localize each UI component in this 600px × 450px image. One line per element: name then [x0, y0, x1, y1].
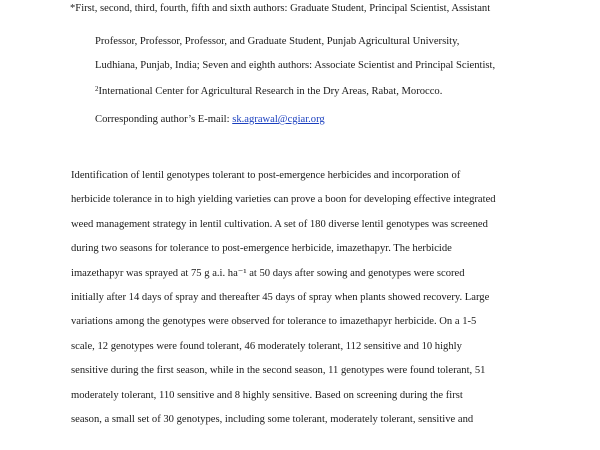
- abstract-line: herbicide tolerance in to high yielding varieties can prove a boon for developing effective integrated: [71, 194, 496, 206]
- footnote-authors-line-3: Ludhiana, Punjab, India; Seven and eighth authors: Associate Scientist and Principal Scientist,: [95, 60, 496, 71]
- abstract-line: initially after 14 days of spray and thereafter 45 days of spray when plants showed recovery. Large: [71, 291, 490, 303]
- corresponding-author-label: Corresponding author’s E-mail:: [95, 114, 233, 125]
- abstract-line: during two seasons for tolerance to post-emergence herbicide, imazethapyr. The herbicide: [71, 243, 452, 255]
- abstract-paragraph: [71, 169, 541, 437]
- footnote-affiliation-line: [95, 85, 442, 98]
- abstract-line: imazethapyr was sprayed at 75 g a.i. ha⁻¹ at 50 days after sowing and genotypes were scored: [71, 267, 465, 279]
- abstract-line: moderately tolerant, 110 sensitive and 8 highly sensitive. Based on screening during the first: [71, 389, 463, 401]
- footnote-authors-line-1: *First, second, third, fourth, fifth and sixth authors: Graduate Student, Principal Scientist, Assistant: [70, 3, 491, 14]
- abstract-line: Identification of lentil genotypes tolerant to post-emergence herbicides and incorporation of: [71, 170, 461, 181]
- corresponding-author-line: [95, 113, 325, 126]
- affiliation-text: International Center for Agricultural Research in the Dry Areas, Rabat, Morocco.: [98, 86, 443, 97]
- abstract-line: sensitive during the first season, while in the second season, 11 genotypes were found tolerant, 51: [71, 365, 486, 377]
- affiliation-superscript: 2: [95, 85, 99, 93]
- abstract-line: scale, 12 genotypes were found tolerant, 46 moderately tolerant, 112 sensitive and 10 highly: [71, 340, 462, 352]
- footnote-authors-line-2: Professor, Professor, Professor, and Graduate Student, Punjab Agricultural University,: [95, 36, 460, 47]
- abstract-line: season, a small set of 30 genotypes, including some tolerant, moderately tolerant, sensitive and: [71, 413, 474, 425]
- abstract-line: variations among the genotypes were observed for tolerance to imazethapyr herbicide. On a 1-5: [71, 316, 477, 328]
- corresponding-author-email-link[interactable]: sk.agrawal@cgiar.org: [232, 114, 325, 125]
- abstract-line: weed management strategy in lentil cultivation. A set of 180 diverse lentil genotypes was screened: [71, 218, 488, 230]
